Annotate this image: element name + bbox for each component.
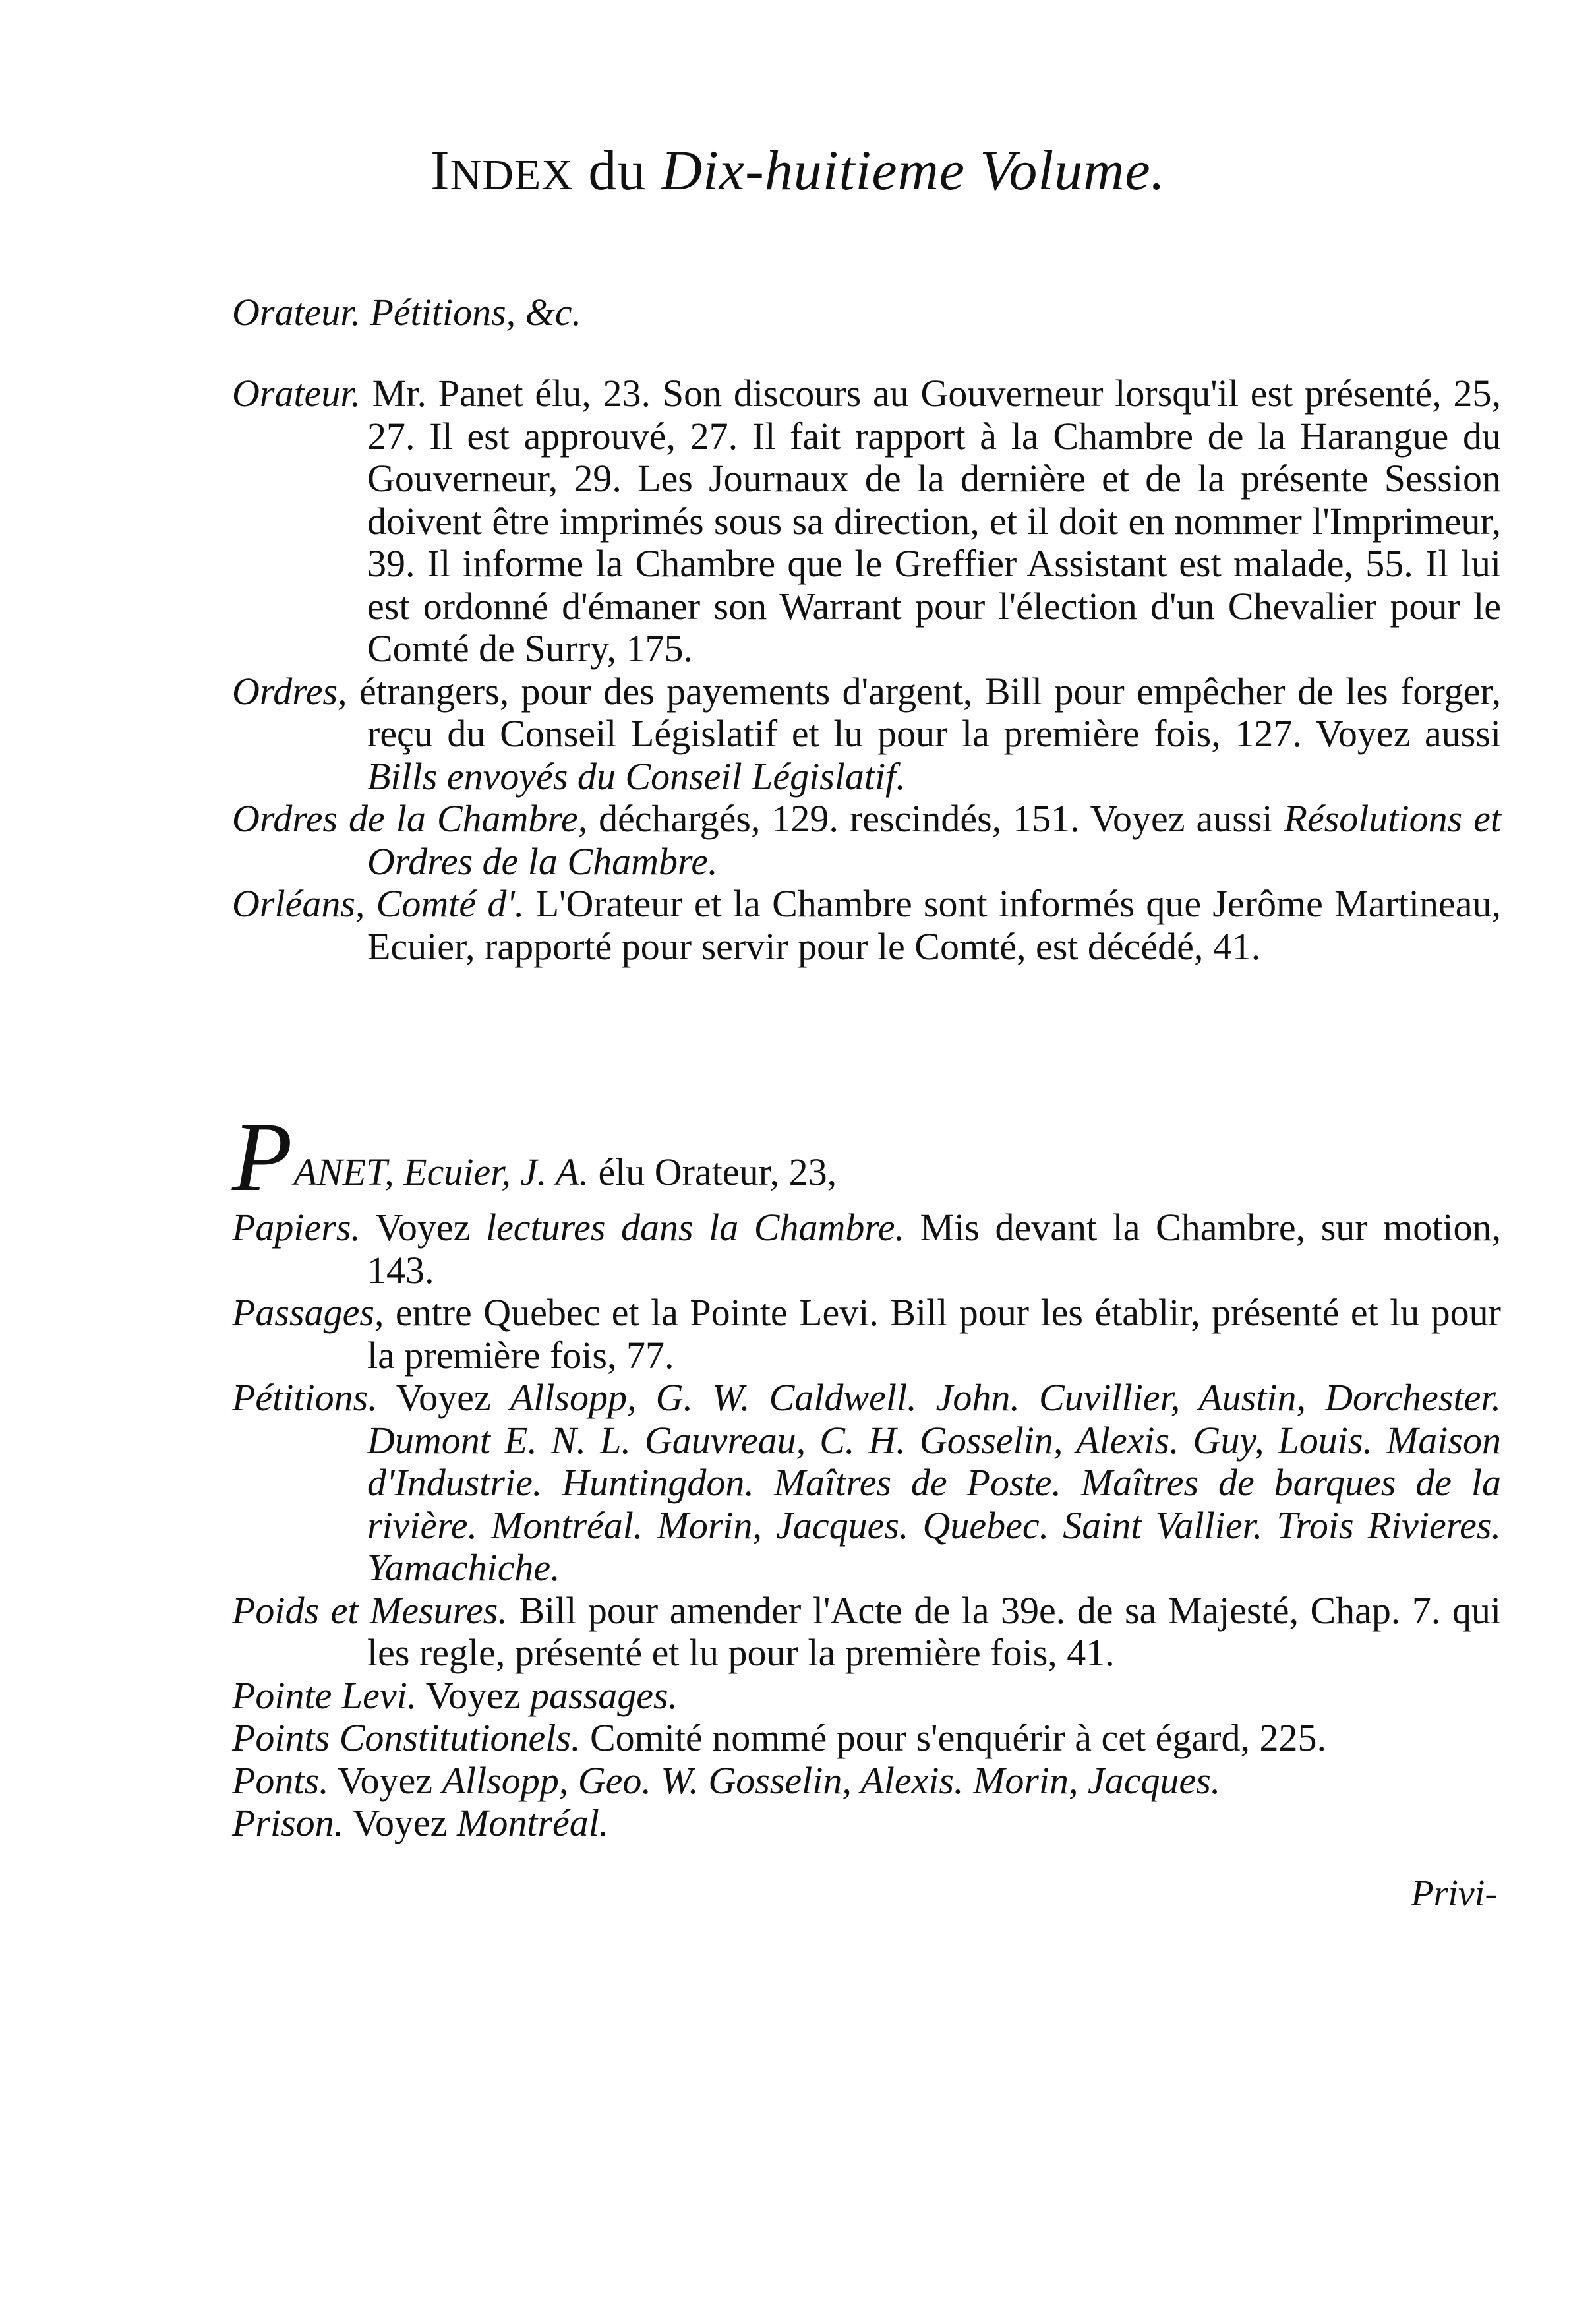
index-entry: [232, 1590, 1501, 1675]
entry-head: Ponts.: [232, 1758, 329, 1802]
section-lead-entry: [232, 1102, 1501, 1212]
running-subheading: Orateur. Pétitions, &c.: [232, 291, 582, 334]
entry-head: Orléans, Comté d'.: [232, 882, 525, 925]
index-entry: [232, 1377, 1501, 1590]
index-entry: [232, 798, 1501, 883]
entry-voyez: Voyez: [338, 1758, 432, 1802]
entry-head: Points Constitutionels.: [232, 1716, 581, 1759]
entry-text: Mis devant la Chambre, sur motion, 143.: [367, 1206, 1502, 1292]
entry-text: Comité nommé pour s'enquérir à cet égard, 225.: [590, 1716, 1326, 1759]
entry-crossref: lectures dans la Chambre.: [485, 1206, 905, 1249]
entry-text: étrangers, pour des payements d'argent, Bill pour empêcher de les forger, reçu du Conseil Législatif et lu pour la première fois, 127. Voyez aussi: [359, 669, 1501, 755]
entry-head: Ordres de la Chambre,: [232, 797, 588, 840]
entry-text: entre Quebec et la Pointe Levi. Bill pour les établir, présenté et lu pour la première fois, 77.: [367, 1291, 1502, 1377]
title-volume: Dix-huitieme Volume.: [661, 138, 1166, 202]
index-section-o: [232, 373, 1501, 968]
title-index: NDEX: [450, 151, 574, 199]
index-entry: [232, 373, 1501, 671]
entry-voyez: Voyez: [425, 1673, 521, 1717]
entry-crossref: passages.: [530, 1673, 678, 1717]
entry-crossref: Allsopp, Geo. W. Gosselin, Alexis. Morin, Jacques.: [442, 1758, 1221, 1802]
entry-crossref: Allsopp, G. W. Caldwell. John. Cuvillier, Austin, Dorchester. Dumont E. N. L. Gauvreau, C. H. Gosselin, Alexis. Guy, Louis. Maison d'Industrie. Huntingdon. Maîtres de Poste. Maîtres de barques de la rivière. Montréal. Morin, Jacques. Quebec. Saint Vallier. Trois Rivieres. Yamachiche.: [367, 1376, 1502, 1589]
entry-text: L'Orateur et la Chambre sont informés que Jerôme Martineau, Ecuier, rapporté pour servir pour le Comté, est décédé, 41.: [367, 882, 1502, 968]
entry-crossref: Résolutions et Ordres de la Chambre.: [367, 797, 1502, 883]
entry-text: déchargés, 129. rescindés, 151. Voyez aussi: [599, 797, 1273, 840]
index-entry: [232, 883, 1501, 968]
entry-head: Prison.: [232, 1801, 344, 1844]
drop-cap: P: [232, 1102, 293, 1212]
title-du: du: [588, 138, 647, 202]
entry-voyez: Voyez: [375, 1206, 471, 1249]
entry-head: Papiers.: [232, 1206, 361, 1249]
index-entry: [232, 1675, 1501, 1718]
lead-text: élu Orateur, 23,: [598, 1151, 837, 1193]
entry-head: Ordres,: [232, 669, 347, 713]
lead-name: ANET,: [293, 1151, 394, 1193]
entry-text: Mr. Panet élu, 23. Son discours au Gouverneur lorsqu'il est présenté, 25, 27. Il est approuvé, 27. Il fait rapport à la Chambre de la Harangue du Gouverneur, 29. Les Journaux de la dernière et de la présente Session doivent être imprimés sous sa direction, et il doit en nommer l'Imprimeur, 39. Il informe la Chambre que le Greffier Assistant est malade, 55. Il lui est ordonné d'émaner son Warrant pour l'élection d'un Chevalier pour le Comté de Surry, 175.: [367, 372, 1501, 670]
index-entry: [232, 1207, 1501, 1292]
index-entry: [232, 671, 1501, 798]
entry-text: Bill pour amender l'Acte de la 39e. de sa Majesté, Chap. 7. qui les regle, présenté et lu pour la première fois, 41.: [367, 1588, 1501, 1674]
entry-voyez: Voyez: [396, 1376, 491, 1419]
index-section-p: [232, 1102, 1502, 1845]
entry-head: Passages,: [232, 1291, 384, 1334]
entry-head: Pétitions.: [232, 1376, 378, 1419]
index-entry: [232, 1760, 1501, 1803]
entry-voyez: Voyez: [352, 1801, 448, 1844]
title-initial: I: [430, 138, 450, 202]
entry-crossref: Montréal.: [457, 1801, 609, 1844]
index-entry: [232, 1717, 1501, 1760]
entry-crossref: Bills envoyés du Conseil Législatif.: [367, 754, 906, 798]
entry-head: Pointe Levi.: [232, 1673, 417, 1717]
index-entry: [232, 1802, 1501, 1845]
entry-head: Poids et Mesures.: [232, 1588, 508, 1632]
page-title: [0, 138, 1596, 202]
entry-head: Orateur.: [232, 372, 361, 415]
index-entry: [232, 1292, 1501, 1377]
lead-title: Ecuier, J. A.: [403, 1151, 589, 1193]
catchword: Privi-: [1411, 1873, 1497, 1914]
